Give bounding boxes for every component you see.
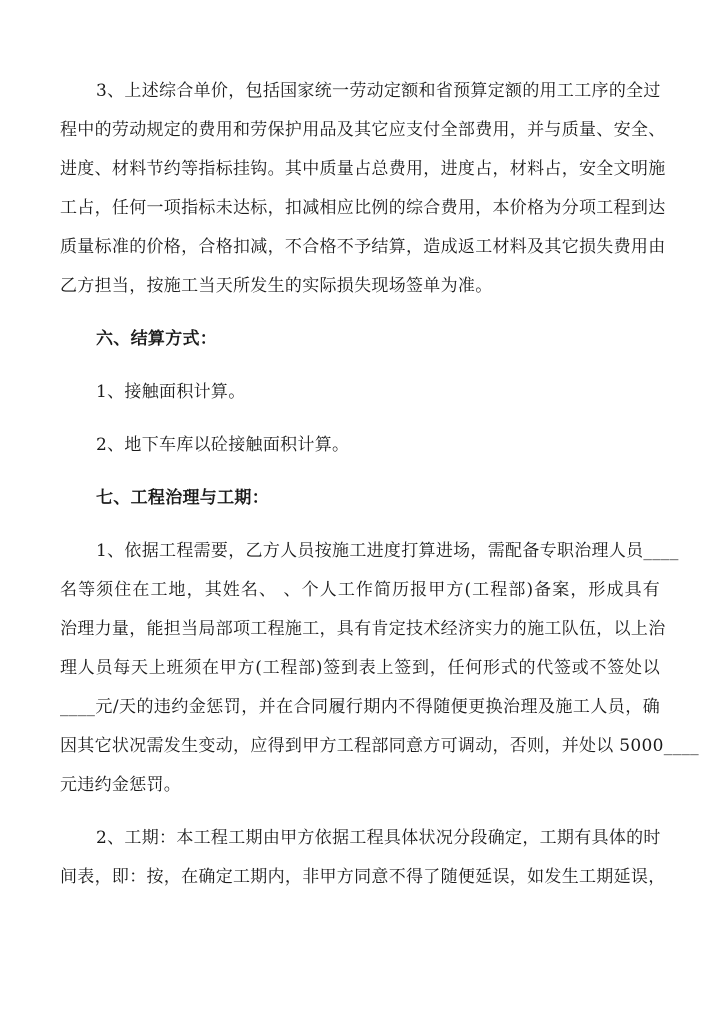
section-heading: 六、结算方式： <box>96 329 218 349</box>
paragraph-line: 3、上述综合单价，包括国家统一劳动定额和省预算定额的用工工序的全过 <box>96 81 661 101</box>
list-item: 2、地下车库以砼接触面积计算。 <box>96 435 350 455</box>
paragraph-line: 进度、材料节约等指标挂钩。其中质量占总费用，进度占，材料占，安全文明施 <box>60 159 666 179</box>
paragraph-line: 理人员每天上班须在甲方(工程部)签到表上签到，任何形式的代签或不签处以 <box>60 658 660 678</box>
paragraph-line: 工占，任何一项指标未达标，扣减相应比例的综合费用，本价格为分项工程到达 <box>60 198 666 218</box>
section-heading: 七、工程治理与工期： <box>96 488 269 508</box>
paragraph-line: ____元/天的违约金惩罚，并在合同履行期内不得随便更换治理及施工人员，确 <box>60 697 660 717</box>
paragraph-line: 程中的劳动规定的费用和劳保护用品及其它应支付全部费用，并与质量、安全、 <box>60 120 666 140</box>
paragraph-line: 因其它状况需发生变动，应得到甲方工程部同意方可调动，否则，并处以 5000____ <box>60 736 699 756</box>
paragraph-line: 元违约金惩罚。 <box>60 775 182 795</box>
paragraph-line: 间表，即：按，在确定工期内，非甲方同意不得了随便延误，如发生工期延误， <box>60 867 666 887</box>
paragraph-line: 名等须住在工地，其姓名、 、个人工作简历报甲方(工程部)备案，形成具有 <box>60 580 660 600</box>
paragraph-line: 1、依据工程需要，乙方人员按施工进度打算进场，需配备专职治理人员____ <box>96 541 679 561</box>
paragraph-line: 治理力量，能担当局部项工程施工，具有肯定技术经济实力的施工队伍，以上治 <box>60 619 666 639</box>
paragraph-line: 2、工期：本工程工期由甲方依据工程具体状况分段确定，工期有具体的时 <box>96 828 661 848</box>
paragraph-line: 质量标准的价格，合格扣减，不合格不予结算，造成返工材料及其它损失费用由 <box>60 237 666 257</box>
list-item: 1、接触面积计算。 <box>96 382 246 402</box>
paragraph-line: 乙方担当，按施工当天所发生的实际损失现场签单为准。 <box>60 276 493 296</box>
